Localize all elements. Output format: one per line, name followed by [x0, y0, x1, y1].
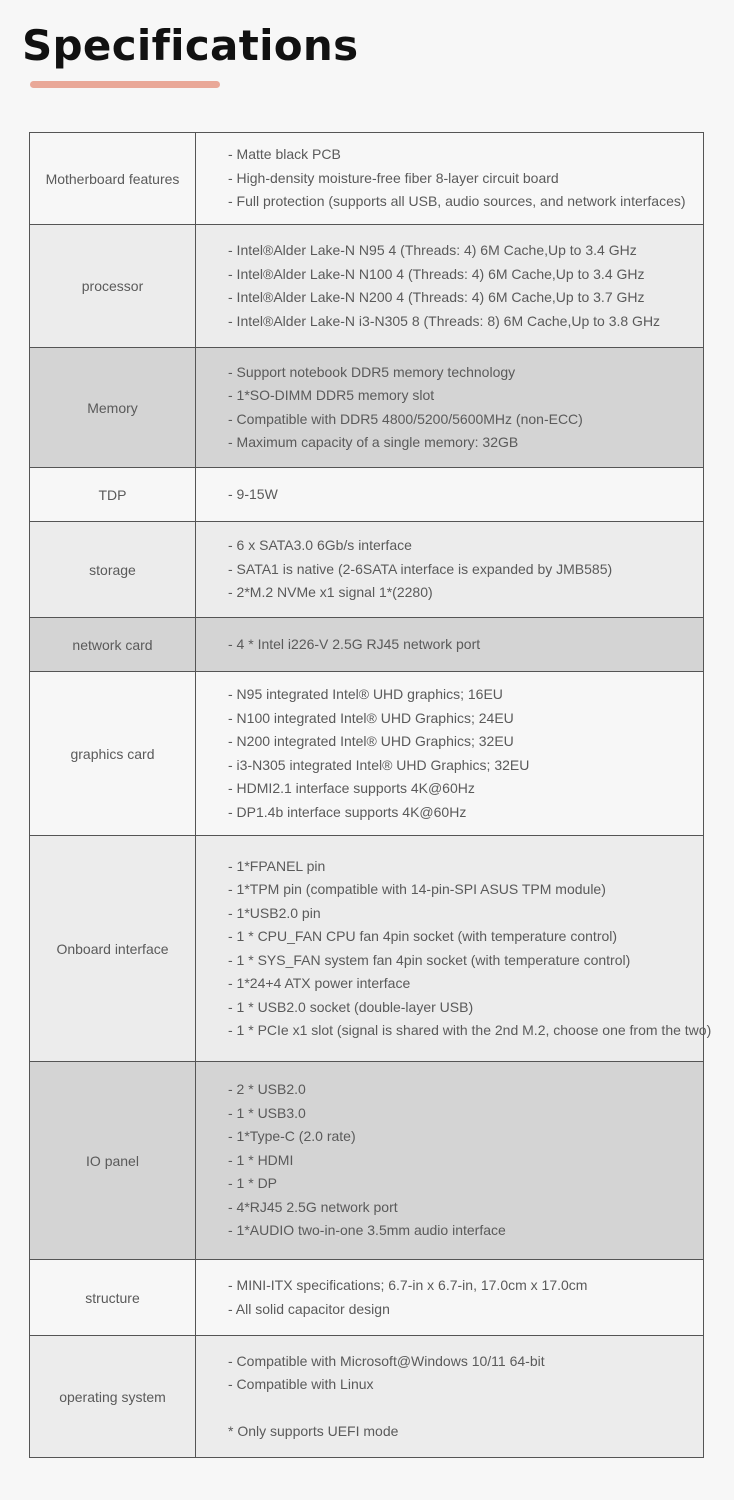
spec-value-line: - 1 * PCIe x1 slot (signal is shared with the 2nd M.2, choose one from the two) [228, 1022, 712, 1038]
spec-value-line: - All solid capacitor design [228, 1300, 390, 1317]
spec-value-line: - 1 * DP [228, 1175, 278, 1192]
spec-values [196, 1260, 704, 1336]
spec-value-line: - 1 * SYS_FAN system fan 4pin socket (with temperature control) [228, 951, 631, 968]
spec-value-line: - Intel®Alder Lake-N N95 4 (Threads: 4) 6M Cache,Up to 3.4 GHz [228, 242, 637, 258]
spec-value-line: - N95 integrated Intel® UHD graphics; 16EU [228, 686, 503, 702]
title-block [22, 18, 359, 80]
page-title: Specifications [22, 21, 359, 70]
spec-row-motherboard-features [30, 133, 704, 225]
spec-values [196, 348, 704, 468]
spec-row-network-card [30, 618, 704, 672]
spec-values [196, 1336, 704, 1458]
spec-value-line: - SATA1 is native (2-6SATA interface is expanded by JMB585) [228, 560, 613, 577]
spec-value-line: - 1*SO-DIMM DDR5 memory slot [228, 387, 435, 403]
spec-label: Onboard interface [30, 836, 196, 1062]
spec-values [196, 618, 704, 672]
spec-row-operating-system [30, 1336, 704, 1458]
spec-value-line: - Full protection (supports all USB, audio sources, and network interfaces) [228, 193, 686, 210]
spec-value-line: - 1*TPM pin (compatible with 14-pin-SPI ASUS TPM module) [228, 881, 606, 897]
spec-value-line: - 1*USB2.0 pin [228, 904, 321, 921]
spec-label: Memory [30, 348, 196, 468]
spec-value-line: - 1 * USB3.0 [228, 1104, 306, 1121]
spec-label: TDP [30, 468, 196, 522]
specifications-table [29, 132, 712, 1458]
spec-value-line: - Matte black PCB [228, 146, 341, 163]
spec-value-line: - N100 integrated Intel® UHD Graphics; 24EU [228, 709, 514, 726]
spec-value-line: - 1 * CPU_FAN CPU fan 4pin socket (with temperature control) [228, 928, 618, 944]
spec-value-line: - Intel®Alder Lake-N N100 4 (Threads: 4) 6M Cache,Up to 3.4 GHz [228, 265, 645, 282]
spec-value-line: - 1 * HDMI [228, 1151, 294, 1168]
spec-values [196, 672, 704, 836]
spec-value-line: - Intel®Alder Lake-N i3-N305 8 (Threads: 8) 6M Cache,Up to 3.8 GHz [228, 312, 661, 329]
spec-label: network card [30, 618, 196, 672]
spec-value-line: - Compatible with Linux [228, 1376, 374, 1392]
spec-values [196, 468, 704, 522]
spec-values [196, 522, 704, 618]
spec-spacer [228, 1397, 703, 1421]
spec-value-line: - 1*Type-C (2.0 rate) [228, 1128, 356, 1145]
spec-label: IO panel [30, 1062, 196, 1260]
spec-row-tdp [30, 468, 704, 522]
spec-row-structure [30, 1260, 704, 1336]
spec-value-line: - 6 x SATA3.0 6Gb/s interface [228, 537, 412, 554]
spec-value-line: - 1*24+4 ATX power interface [228, 975, 411, 991]
spec-label: structure [30, 1260, 196, 1336]
spec-value-line: - Support notebook DDR5 memory technology [228, 363, 516, 380]
spec-value-line: - i3-N305 integrated Intel® UHD Graphics; 32EU [228, 756, 530, 773]
spec-value-line: - 9-15W [228, 485, 278, 502]
spec-value-line: - Maximum capacity of a single memory: 32GB [228, 434, 519, 450]
spec-value-line: - 1*AUDIO two-in-one 3.5mm audio interface [228, 1222, 506, 1239]
spec-value-line: - 4 * Intel i226-V 2.5G RJ45 network port [228, 635, 481, 652]
spec-value-line: - 1*FPANEL pin [228, 857, 326, 874]
spec-value-line: - HDMI2.1 interface supports 4K@60Hz [228, 780, 475, 796]
spec-label: storage [30, 522, 196, 618]
spec-row-storage [30, 522, 704, 618]
spec-values [196, 225, 704, 348]
spec-label: Motherboard features [30, 133, 196, 225]
spec-values [196, 836, 712, 1062]
title-underline [30, 81, 220, 88]
spec-value-line: - DP1.4b interface supports 4K@60Hz [228, 803, 467, 820]
spec-value-line: * Only supports UEFI mode [228, 1423, 399, 1439]
spec-value-line: - N200 integrated Intel® UHD Graphics; 32EU [228, 733, 514, 749]
spec-value-line: - Compatible with DDR5 4800/5200/5600MHz (non-ECC) [228, 410, 583, 427]
spec-row-io-panel [30, 1062, 704, 1260]
spec-value-line: - 2 * USB2.0 [228, 1081, 306, 1098]
spec-value-line: - Intel®Alder Lake-N N200 4 (Threads: 4) 6M Cache,Up to 3.7 GHz [228, 289, 645, 305]
spec-value-line: - 1 * USB2.0 socket (double-layer USB) [228, 998, 474, 1015]
spec-value-line: - MINI-ITX specifications; 6.7-in x 6.7-in, 17.0cm x 17.0cm [228, 1277, 588, 1293]
spec-row-onboard-interface [30, 836, 704, 1062]
spec-value-line: - 4*RJ45 2.5G network port [228, 1198, 398, 1215]
spec-value-line: - 2*M.2 NVMe x1 signal 1*(2280) [228, 584, 433, 601]
spec-label: processor [30, 225, 196, 348]
spec-row-graphics-card [30, 672, 704, 836]
spec-value-line: - High-density moisture-free fiber 8-layer circuit board [228, 169, 559, 186]
spec-values [196, 133, 704, 225]
spec-label: graphics card [30, 672, 196, 836]
spec-label: operating system [30, 1336, 196, 1458]
spec-row-memory [30, 348, 704, 468]
spec-value-line: - Compatible with Microsoft@Windows 10/11 64-bit [228, 1352, 545, 1369]
spec-row-processor [30, 225, 704, 348]
spec-values [196, 1062, 704, 1260]
